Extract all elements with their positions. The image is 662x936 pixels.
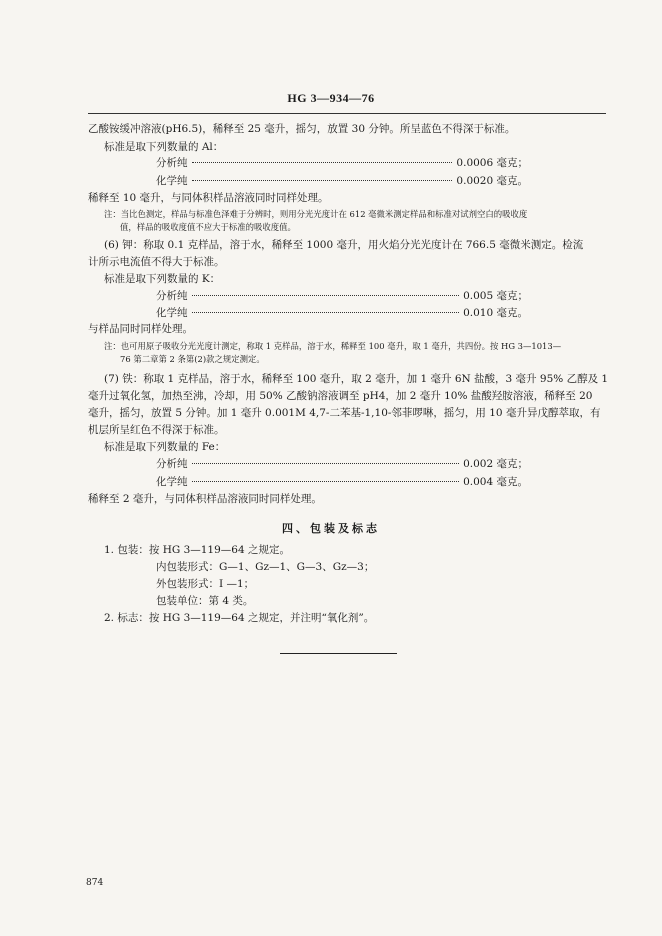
fe-row-analytical: [156, 457, 528, 471]
al-row-chemical: [156, 174, 528, 188]
al-note-line: 注：当比色测定，样品与标准色泽难于分辨时，则用分光光度计在 612 毫微米测定样品和标准对试剂空白的吸收度: [104, 209, 528, 219]
k-standard-label: 标准是取下列数量的 K：: [104, 273, 221, 285]
al-note-line: 值，样品的吸收度值不应大于标准的吸收度值。: [120, 222, 296, 232]
grade-label: 化学纯: [156, 175, 188, 187]
k-row-chemical: [156, 306, 528, 320]
fe-dilute-line: 稀释至 2 毫升，与同体积样品溶液同时同样处理。: [88, 493, 322, 505]
grade-label: 化学纯: [156, 476, 188, 488]
al-standard-label: 标准是取下列数量的 Al：: [104, 141, 224, 153]
al-dilute-line: 稀释至 10 毫升，与同体积样品溶液同时同样处理。: [88, 192, 329, 204]
al-row-analytical: [156, 156, 528, 170]
grade-value: 0.0006 毫克；: [456, 157, 528, 169]
k-note-line: 注：也可用原子吸收分光光度计测定，称取 1 克样品，溶于水，稀释至 100 毫升，取 1 毫升，共四份。按 HG 3—1013—: [104, 341, 562, 351]
end-rule: [280, 653, 397, 654]
fe-standard-label: 标准是取下列数量的 Fe：: [104, 441, 226, 453]
leader-dots: [192, 162, 453, 163]
page-number: 874: [86, 878, 104, 888]
k-paragraph-line: (6) 钾：称取 0.1 克样品，溶于水，稀释至 1000 毫升，用火焰分光光度计在 766.5 毫微米测定。检流: [104, 239, 584, 251]
header-rule: [88, 113, 606, 114]
leader-dots: [192, 295, 460, 296]
grade-value: 0.0020 毫克。: [456, 175, 528, 187]
fe-paragraph-line: (7) 铁：称取 1 克样品，溶于水，稀释至 100 毫升，取 2 毫升，加 1 毫升 6N 盐酸，3 毫升 95% 乙醇及 1: [104, 373, 609, 385]
grade-value: 0.005 毫克；: [463, 290, 528, 302]
leader-dots: [192, 180, 453, 181]
fe-row-chemical: [156, 475, 528, 489]
grade-label: 分析纯: [156, 157, 188, 169]
fe-paragraph-line: 毫升过氧化氢，加热至沸，冷却，用 50% 乙酸钠溶液调至 pH4，加 2 毫升 10% 盐酸羟胺溶液，稀释至 20: [88, 390, 593, 402]
packaging-unit-line: 包装单位：第 4 类。: [156, 595, 254, 607]
fe-paragraph-line: 机层所呈红色不得深于标准。: [88, 424, 225, 436]
grade-label: 分析纯: [156, 290, 188, 302]
k-same-treatment-line: 与样品同时同样处理。: [88, 323, 193, 335]
k-note-line: 76 第二章第 2 条第(2)款之规定测定。: [120, 354, 265, 364]
fe-paragraph-line: 毫升，摇匀，放置 5 分钟。加 1 毫升 0.001M 4,7-二苯基-1,10-邻菲啰啉，摇匀，用 10 毫升异戊醇萃取，有: [88, 407, 601, 419]
grade-label: 分析纯: [156, 458, 188, 470]
leader-dots: [192, 463, 460, 464]
outer-packaging-line: 外包装形式：I —1；: [156, 578, 255, 590]
standard-number-header: HG 3—934—76: [287, 91, 375, 105]
grade-label: 化学纯: [156, 307, 188, 319]
packaging-item-2: 2. 标志：按 HG 3—119—64 之规定，并注明“氧化剂”。: [104, 612, 375, 624]
k-paragraph-line: 计所示电流值不得大于标准。: [88, 256, 225, 268]
packaging-item-1: 1. 包装：按 HG 3—119—64 之规定。: [104, 544, 290, 556]
al-paragraph-line: 乙酸铵缓冲溶液(pH6.5)，稀释至 25 毫升，摇匀，放置 30 分钟。所呈蓝色不得深于标准。: [88, 123, 516, 135]
grade-value: 0.002 毫克；: [463, 458, 528, 470]
leader-dots: [192, 481, 460, 482]
inner-packaging-line: 内包装形式：G—1、Gz—1、G—3、Gz—3；: [156, 561, 375, 573]
k-row-analytical: [156, 289, 528, 303]
leader-dots: [192, 312, 460, 313]
section-title-packaging: 四、包装及标志: [282, 522, 380, 535]
grade-value: 0.010 毫克。: [463, 307, 528, 319]
grade-value: 0.004 毫克。: [463, 476, 528, 488]
